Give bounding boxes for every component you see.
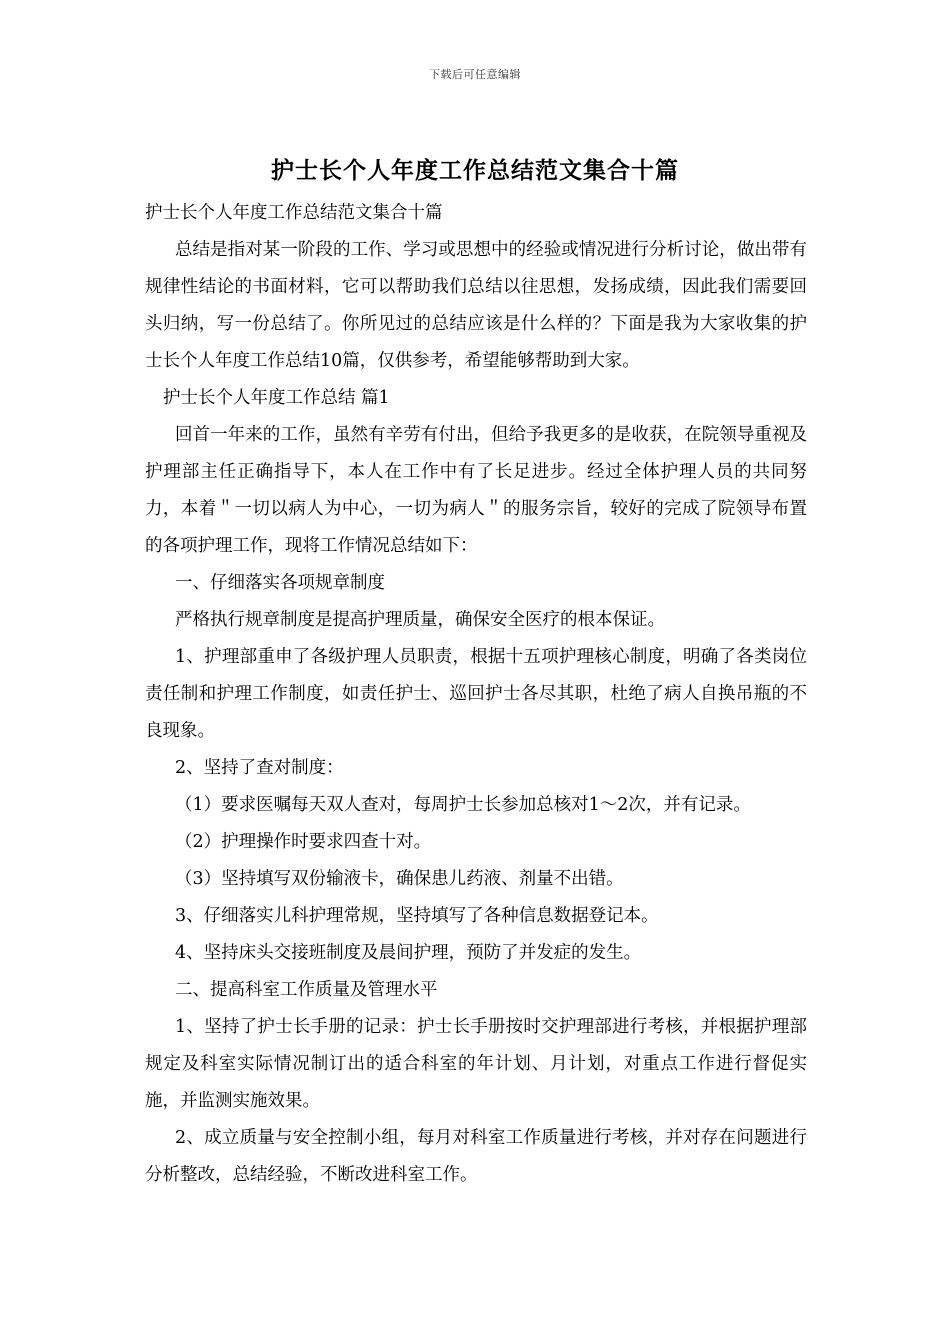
paragraph: 2、坚持了查对制度： [175,758,344,778]
section-heading: 护士长个人年度工作总结 篇1 [163,388,390,408]
paragraph: 4、坚持床头交接班制度及晨间护理，预防了并发症的发生。 [175,943,642,963]
list-item: （1）要求医嘱每天双人查对，每周护士长参加总核对1～2次，并有记录。 [175,795,751,815]
header-note: 下载后可任意编辑 [429,68,521,81]
paragraph: 1、坚持了护士长手册的记录：护士长手册按时交护理部进行考核，并根据护理部规定及科室实际情况制订出的适合科室的年计划、月计划，对重点工作进行督促实施，并监测实施效果。 [145,1017,807,1111]
list-item: （3）坚持填写双份输液卡，确保患儿药液、剂量不出错。 [175,869,624,889]
paragraph: 3、仔细落实儿科护理常规，坚持填写了各种信息数据登记本。 [175,906,659,926]
paragraph: 1、护理部重申了各级护理人员职责，根据十五项护理核心制度，明确了各类岗位责任制和护理工作制度，如责任护士、巡回护士各尽其职，杜绝了病人自换吊瓶的不良现象。 [145,647,807,741]
document-title: 护士长个人年度工作总结范文集合十篇 [271,157,679,184]
paragraph: 总结是指对某一阶段的工作、学习或思想中的经验或情况进行分析讨论，做出带有规律性结论的书面材料，它可以帮助我们总结以往思想，发扬成绩，因此我们需要回头归纳，写一份总结了。你所见过的总结应该是什么样的？下面是我为大家收集的护士长个人年度工作总结10篇，仅供参考，希望能够帮助到大家。 [145,240,807,371]
paragraph: 2、成立质量与安全控制小组，每月对科室工作质量进行考核，并对存在问题进行分析整改，总结经验，不断改进科室工作。 [145,1128,807,1185]
paragraph: 严格执行规章制度是提高护理质量，确保安全医疗的根本保证。 [175,610,665,630]
paragraph: 回首一年来的工作，虽然有辛劳有付出，但给予我更多的是收获，在院领导重视及护理部主任正确指导下，本人在工作中有了长足进步。经过全体护理人员的共同努力，本着＂一切以病人为中心，一切为病人＂的服务宗旨，较好的完成了院领导布置的各项护理工作，现将工作情况总结如下： [145,425,807,556]
paragraph: 护士长个人年度工作总结范文集合十篇 [145,203,443,223]
section-heading: 一、仔细落实各项规章制度 [175,573,385,593]
list-item: （2）护理操作时要求四查十对。 [175,832,432,852]
section-heading: 二、提高科室工作质量及管理水平 [175,980,438,1000]
document-body [145,195,807,1194]
